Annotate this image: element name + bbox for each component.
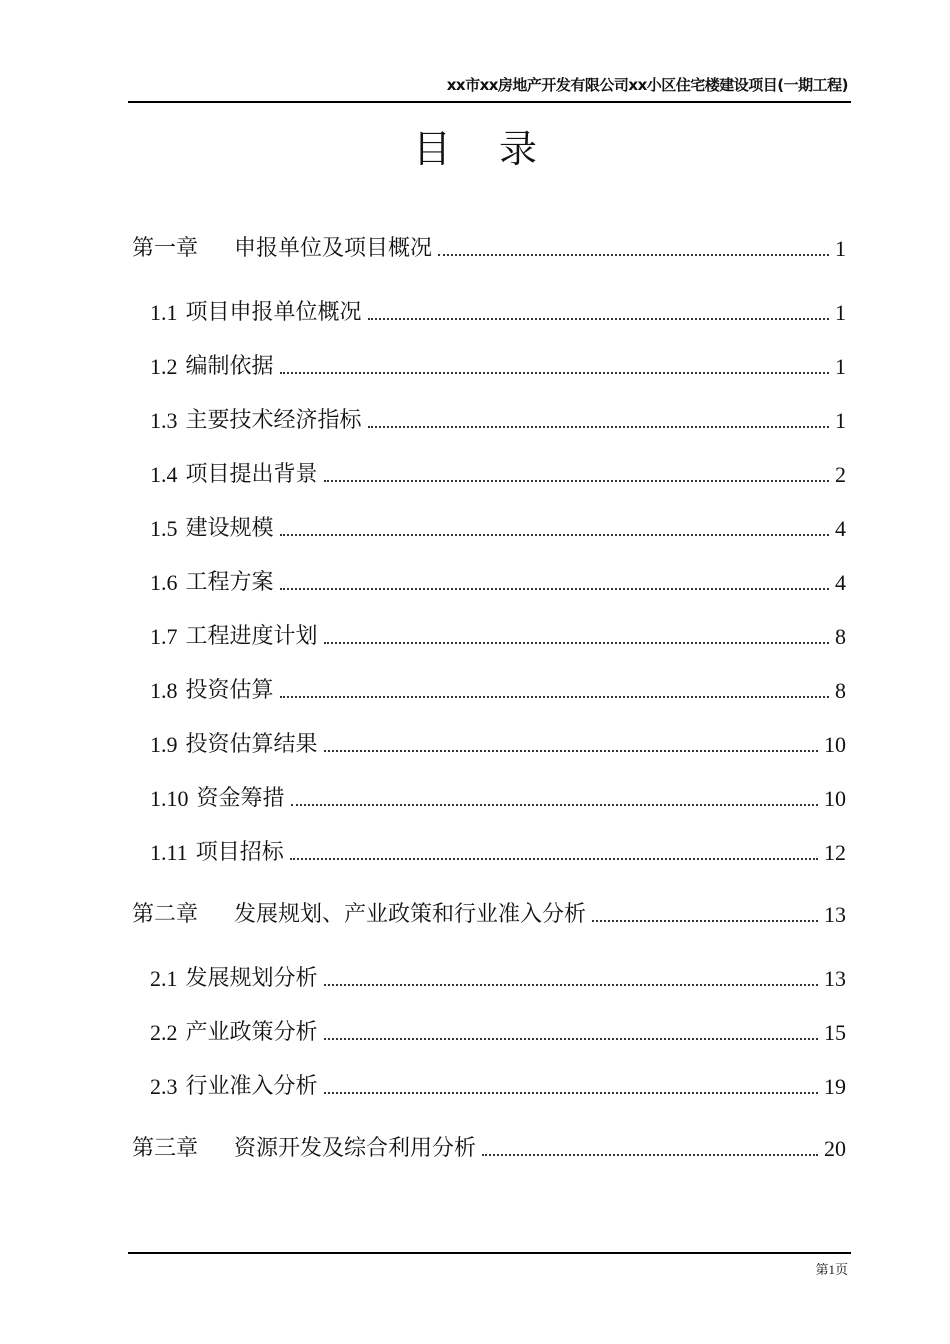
toc-entry-page: 1 [835,408,846,433]
toc-entry-title: 项目招标 [195,840,284,865]
toc-section-1-9[interactable] [150,724,846,758]
toc-section-1-11[interactable] [150,832,846,866]
toc-entry-title: 投资估算 [185,678,274,703]
toc-section-1-6[interactable] [150,562,846,596]
toc-entry-title: 产业政策分析 [185,1020,318,1045]
toc-entry-number: 1.6 [150,570,178,595]
toc-entry-page: 4 [835,570,846,595]
footer-divider [128,1252,851,1254]
toc-entry-page: 8 [835,624,846,649]
toc-entry-page: 4 [835,516,846,541]
toc-entry-page: 1 [835,354,846,379]
toc-chapter-1[interactable] [132,228,846,262]
toc-chapter-3[interactable] [132,1128,846,1162]
toc-dot-leader [280,588,829,590]
toc-entry-page: 15 [824,1020,846,1045]
toc-dot-leader [291,804,818,806]
toc-dot-leader [438,254,829,256]
toc-section-1-10[interactable] [150,778,846,812]
toc-entry-page: 1 [835,236,846,261]
toc-entry-title: 工程进度计划 [185,624,318,649]
toc-section-2-1[interactable] [150,958,846,992]
toc-entry-number: 第一章 [132,236,199,261]
document-header-title: xx市xx房地产开发有限公司xx小区住宅楼建设项目(一期工程) [446,76,848,94]
toc-entry-number: 1.7 [150,624,178,649]
toc-section-1-7[interactable] [150,616,846,650]
toc-dot-leader [280,696,829,698]
toc-entry-title: 发展规划、产业政策和行业准入分析 [234,902,587,927]
toc-dot-leader [368,318,829,320]
toc-entry-number: 1.2 [150,354,178,379]
toc-entry-page: 12 [824,840,846,865]
toc-entry-title: 申报单位及项目概况 [234,236,433,261]
toc-entry-number: 2.3 [150,1074,178,1099]
toc-dot-leader [324,1092,818,1094]
toc-entry-number: 2.1 [150,966,178,991]
toc-entry-page: 8 [835,678,846,703]
toc-dot-leader [290,858,818,860]
toc-entry-page: 20 [824,1136,846,1161]
toc-heading: 目录 [412,127,585,171]
toc-entry-number: 1.3 [150,408,178,433]
toc-entry-number: 1.8 [150,678,178,703]
toc-entry-page: 10 [824,786,846,811]
toc-entry-title: 编制依据 [185,354,274,379]
toc-dot-leader [280,534,829,536]
toc-entry-title: 发展规划分析 [185,966,318,991]
toc-entry-page: 19 [824,1074,846,1099]
toc-entry-number: 1.4 [150,462,178,487]
toc-entry-title: 工程方案 [185,570,274,595]
toc-entry-number: 第三章 [132,1136,199,1161]
toc-entry-page: 1 [835,300,846,325]
toc-entry-title: 资金筹措 [196,786,285,811]
toc-entry-number: 1.10 [150,786,189,811]
toc-dot-leader [324,1038,818,1040]
toc-entry-page: 10 [824,732,846,757]
toc-entry-number: 1.11 [150,840,188,865]
toc-entry-title: 投资估算结果 [185,732,318,757]
toc-entry-title: 建设规模 [185,516,274,541]
toc-section-1-2[interactable] [150,346,846,380]
toc-entry-number: 1.5 [150,516,178,541]
toc-entry-title: 项目提出背景 [185,462,318,487]
page-number-footer: 第1页 [815,1262,848,1277]
toc-dot-leader [324,480,829,482]
toc-entry-number: 2.2 [150,1020,178,1045]
toc-dot-leader [482,1154,818,1156]
toc-entry-title: 资源开发及综合利用分析 [234,1136,477,1161]
toc-section-1-8[interactable] [150,670,846,704]
toc-dot-leader [324,984,818,986]
toc-entry-number: 1.9 [150,732,178,757]
toc-dot-leader [324,750,818,752]
toc-dot-leader [368,426,829,428]
toc-entry-page: 2 [835,462,846,487]
toc-entry-page: 13 [824,966,846,991]
toc-section-1-3[interactable] [150,400,846,434]
toc-chapter-2[interactable] [132,894,846,928]
toc-dot-leader [592,920,818,922]
toc-entry-title: 行业准入分析 [185,1074,318,1099]
toc-entry-number: 1.1 [150,300,178,325]
toc-entry-page: 13 [824,902,846,927]
toc-section-2-3[interactable] [150,1066,846,1100]
toc-section-2-2[interactable] [150,1012,846,1046]
toc-entry-title: 主要技术经济指标 [185,408,362,433]
toc-dot-leader [324,642,829,644]
toc-section-1-1[interactable] [150,292,846,326]
toc-entry-number: 第二章 [132,902,199,927]
toc-dot-leader [280,372,829,374]
toc-entry-title: 项目申报单位概况 [185,300,362,325]
toc-section-1-5[interactable] [150,508,846,542]
toc-section-1-4[interactable] [150,454,846,488]
